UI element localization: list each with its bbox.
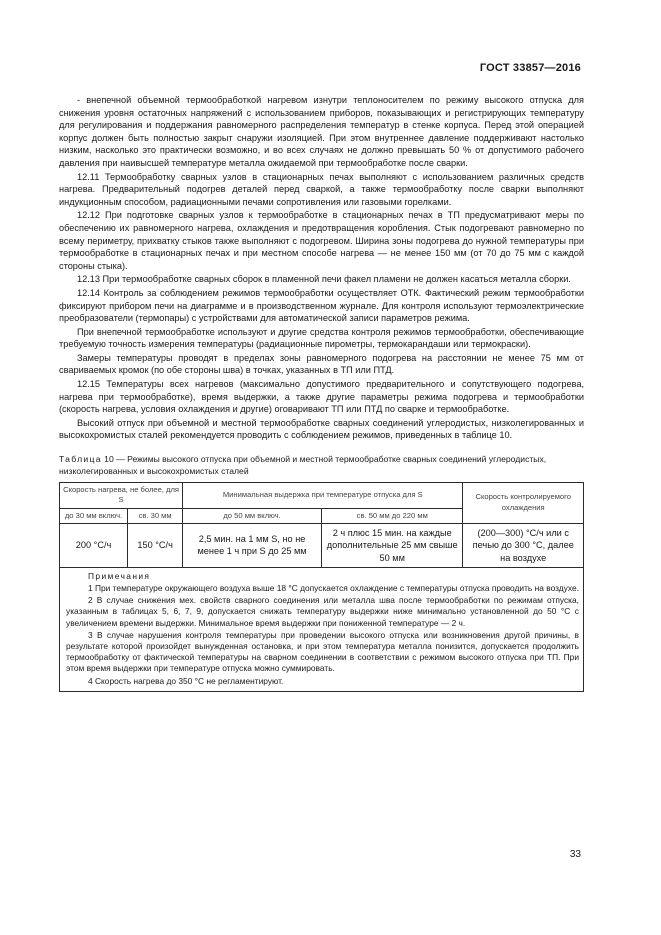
page-number: 33 xyxy=(569,849,581,860)
table-caption-lead: Таблица xyxy=(59,454,102,465)
paragraph-temperature-measurement: Замеры температуры проводят в пределах зоны равномерного подогрева на расстоянии не менее 75 мм от свариваемых кромок (по обе стороны шва) в точках, указанных в ТП или ПТД. xyxy=(59,352,584,376)
table-caption xyxy=(59,454,584,478)
cell-holding-50-to-220mm: 2 ч плюс 15 мин. на каждые дополнительные 25 мм свыше 50 мм xyxy=(321,524,462,568)
subheader-upto-50mm: до 50 мм включ. xyxy=(183,508,322,524)
paragraph-12-14: 12.14 Контроль за соблюдением режимов термообработки осуществляет ОТК. Фактический режим термообработки фиксируют прибором печи на диаграмме и в производственном журнале. Для контроля используют термоэлектрические преобразователи (термопары) с устройствами для автоматической записи параметров режима. xyxy=(59,287,584,324)
paragraph-heat-treatment-outside-furnace: - внепечной объемной термообработкой нагревом изнутри теплоносителем по режиму высокого отпуска для снижения уровня остаточных напряжений с использованием приборов, показывающих и регистрирующих температуру для регулирования и поддержания равномерного распределения температур в стенке корпуса. Перед этой операцией корпус должен быть полностью закрыт снаружи изоляцией. При этом внутреннее давление поддерживают настолько низким, насколько это практически возможно, и во всех случаях не должно превышать 50 % от допустимого рабочего давления при наивысшей температуре металла ожидаемой при термообработке после сварки. xyxy=(59,95,584,168)
subheader-upto-30mm: до 30 мм включ. xyxy=(60,508,128,524)
table-row xyxy=(60,524,584,568)
notes-title: Примечания xyxy=(88,570,151,581)
table-notes xyxy=(60,567,584,691)
note-1: 1 При температуре окружающего воздуха выше 18 °С допускается охлаждение с температуры отпуска проводить на воздухе. xyxy=(88,582,579,593)
paragraph-12-13: 12.13 При термообработке сварных сборок в пламенной печи факел пламени не должен касаться металла сборки. xyxy=(77,274,571,285)
cell-cooling-rate: (200—300) °С/ч или с печью до 300 °С, далее на воздухе xyxy=(463,524,584,568)
table-caption-text: 10 — Режимы высокого отпуска при объемной и местной термообработке сварных соединений углеродистых, низколегированных и высокохромистых сталей xyxy=(59,454,547,476)
table-header-row xyxy=(60,482,584,508)
paragraph-control-means: При внепечной термообработке используют и другие средства контроля режимов термообработки, обеспечивающие требуемую точность измерения температуры (радиационные пирометры, термокарандаши или термокраски). xyxy=(59,326,584,350)
header-min-holding: Минимальная выдержка при температуре отпуска для S xyxy=(183,482,463,508)
cell-rate-over-30mm: 150 °С/ч xyxy=(128,524,183,568)
note-2: 2 В случае снижения мех. свойств сварного соединения или металла шва после термообработки по режимам отпуска, указанным в таблицах 5, 6, 7, 9, допускается снижать температуру выдержки ниже минимально установленной до 50 °С с увеличением времени выдержки. Минимальное время выдержки при пониженной температуре — 2 ч. xyxy=(66,595,579,628)
document-body xyxy=(59,94,584,692)
paragraph-12-12: 12.12 При подготовке сварных узлов к термообработке в стационарных печах в ТП предусматривают меры по обеспечению их равномерного нагрева, охлаждения и предотвращения коробления. Стык подогревают равномерно по всему периметру, прихватку стыков также выполняют с подогревом. Ширина зоны подогрева до нужной температуры при термообработке в стационарных печах и при местном способе нагрева — не менее 150 мм (от 70 до 75 мм с каждой стороны стыка). xyxy=(59,210,584,271)
subheader-over-30mm: св. 30 мм xyxy=(128,508,183,524)
header-cooling-rate: Скорость контролируемого охлаждения xyxy=(463,482,584,524)
note-4: 4 Скорость нагрева до 350 °С не регламентируют. xyxy=(88,675,284,686)
tempering-modes-table xyxy=(59,482,584,692)
cell-rate-upto-30mm: 200 °С/ч xyxy=(60,524,128,568)
document-standard-number: ГОСТ 33857—2016 xyxy=(479,62,581,74)
note-3: 3 В случае нарушения контроля температуры при проведении высокого отпуска или возникновения другой причины, в результате которой произойдет вынужденная остановка, и при этом температура металла понизится, допускается продолжить термообработку от фактической температуры на сварном соединении в соответствии с режимом высокого отпуска при ТП. При этом время выдержки при температуре отпуска можно суммировать. xyxy=(66,629,579,674)
paragraph-12-11: 12.11 Термообработку сварных узлов в стационарных печах выполняют с использованием различных средств нагрева. Предварительный подогрев деталей перед сваркой, а также термообработку после сварки выполняют индукционным способом, радиационными печами сопротивления или газовыми горелками. xyxy=(59,171,584,207)
subheader-50-to-220mm: св. 50 мм до 220 мм xyxy=(321,508,462,524)
paragraph-12-15: 12.15 Температуры всех нагревов (максимально допустимого предварительного и сопутствующего подогрева, нагрева при термообработке), время выдержки, а также другие параметры режима подогрева и термообработки (скорость нагрева, условия охлаждения и другие) оговаривают ТП или ПТД по сварке и термообработке. xyxy=(59,379,584,415)
header-heating-rate: Скорость нагрева, не более, для S xyxy=(60,482,183,508)
table-notes-row xyxy=(60,567,584,691)
paragraph-high-tempering: Высокий отпуск при объемной и местной термообработке сварных соединений углеродистых, низколегированных и высокохромистых сталей рекомендуется проводить с соблюдением режимов, приведенных в таблице 10. xyxy=(59,417,584,441)
cell-holding-upto-50mm: 2,5 мин. на 1 мм S, но не менее 1 ч при S до 25 мм xyxy=(183,524,322,568)
